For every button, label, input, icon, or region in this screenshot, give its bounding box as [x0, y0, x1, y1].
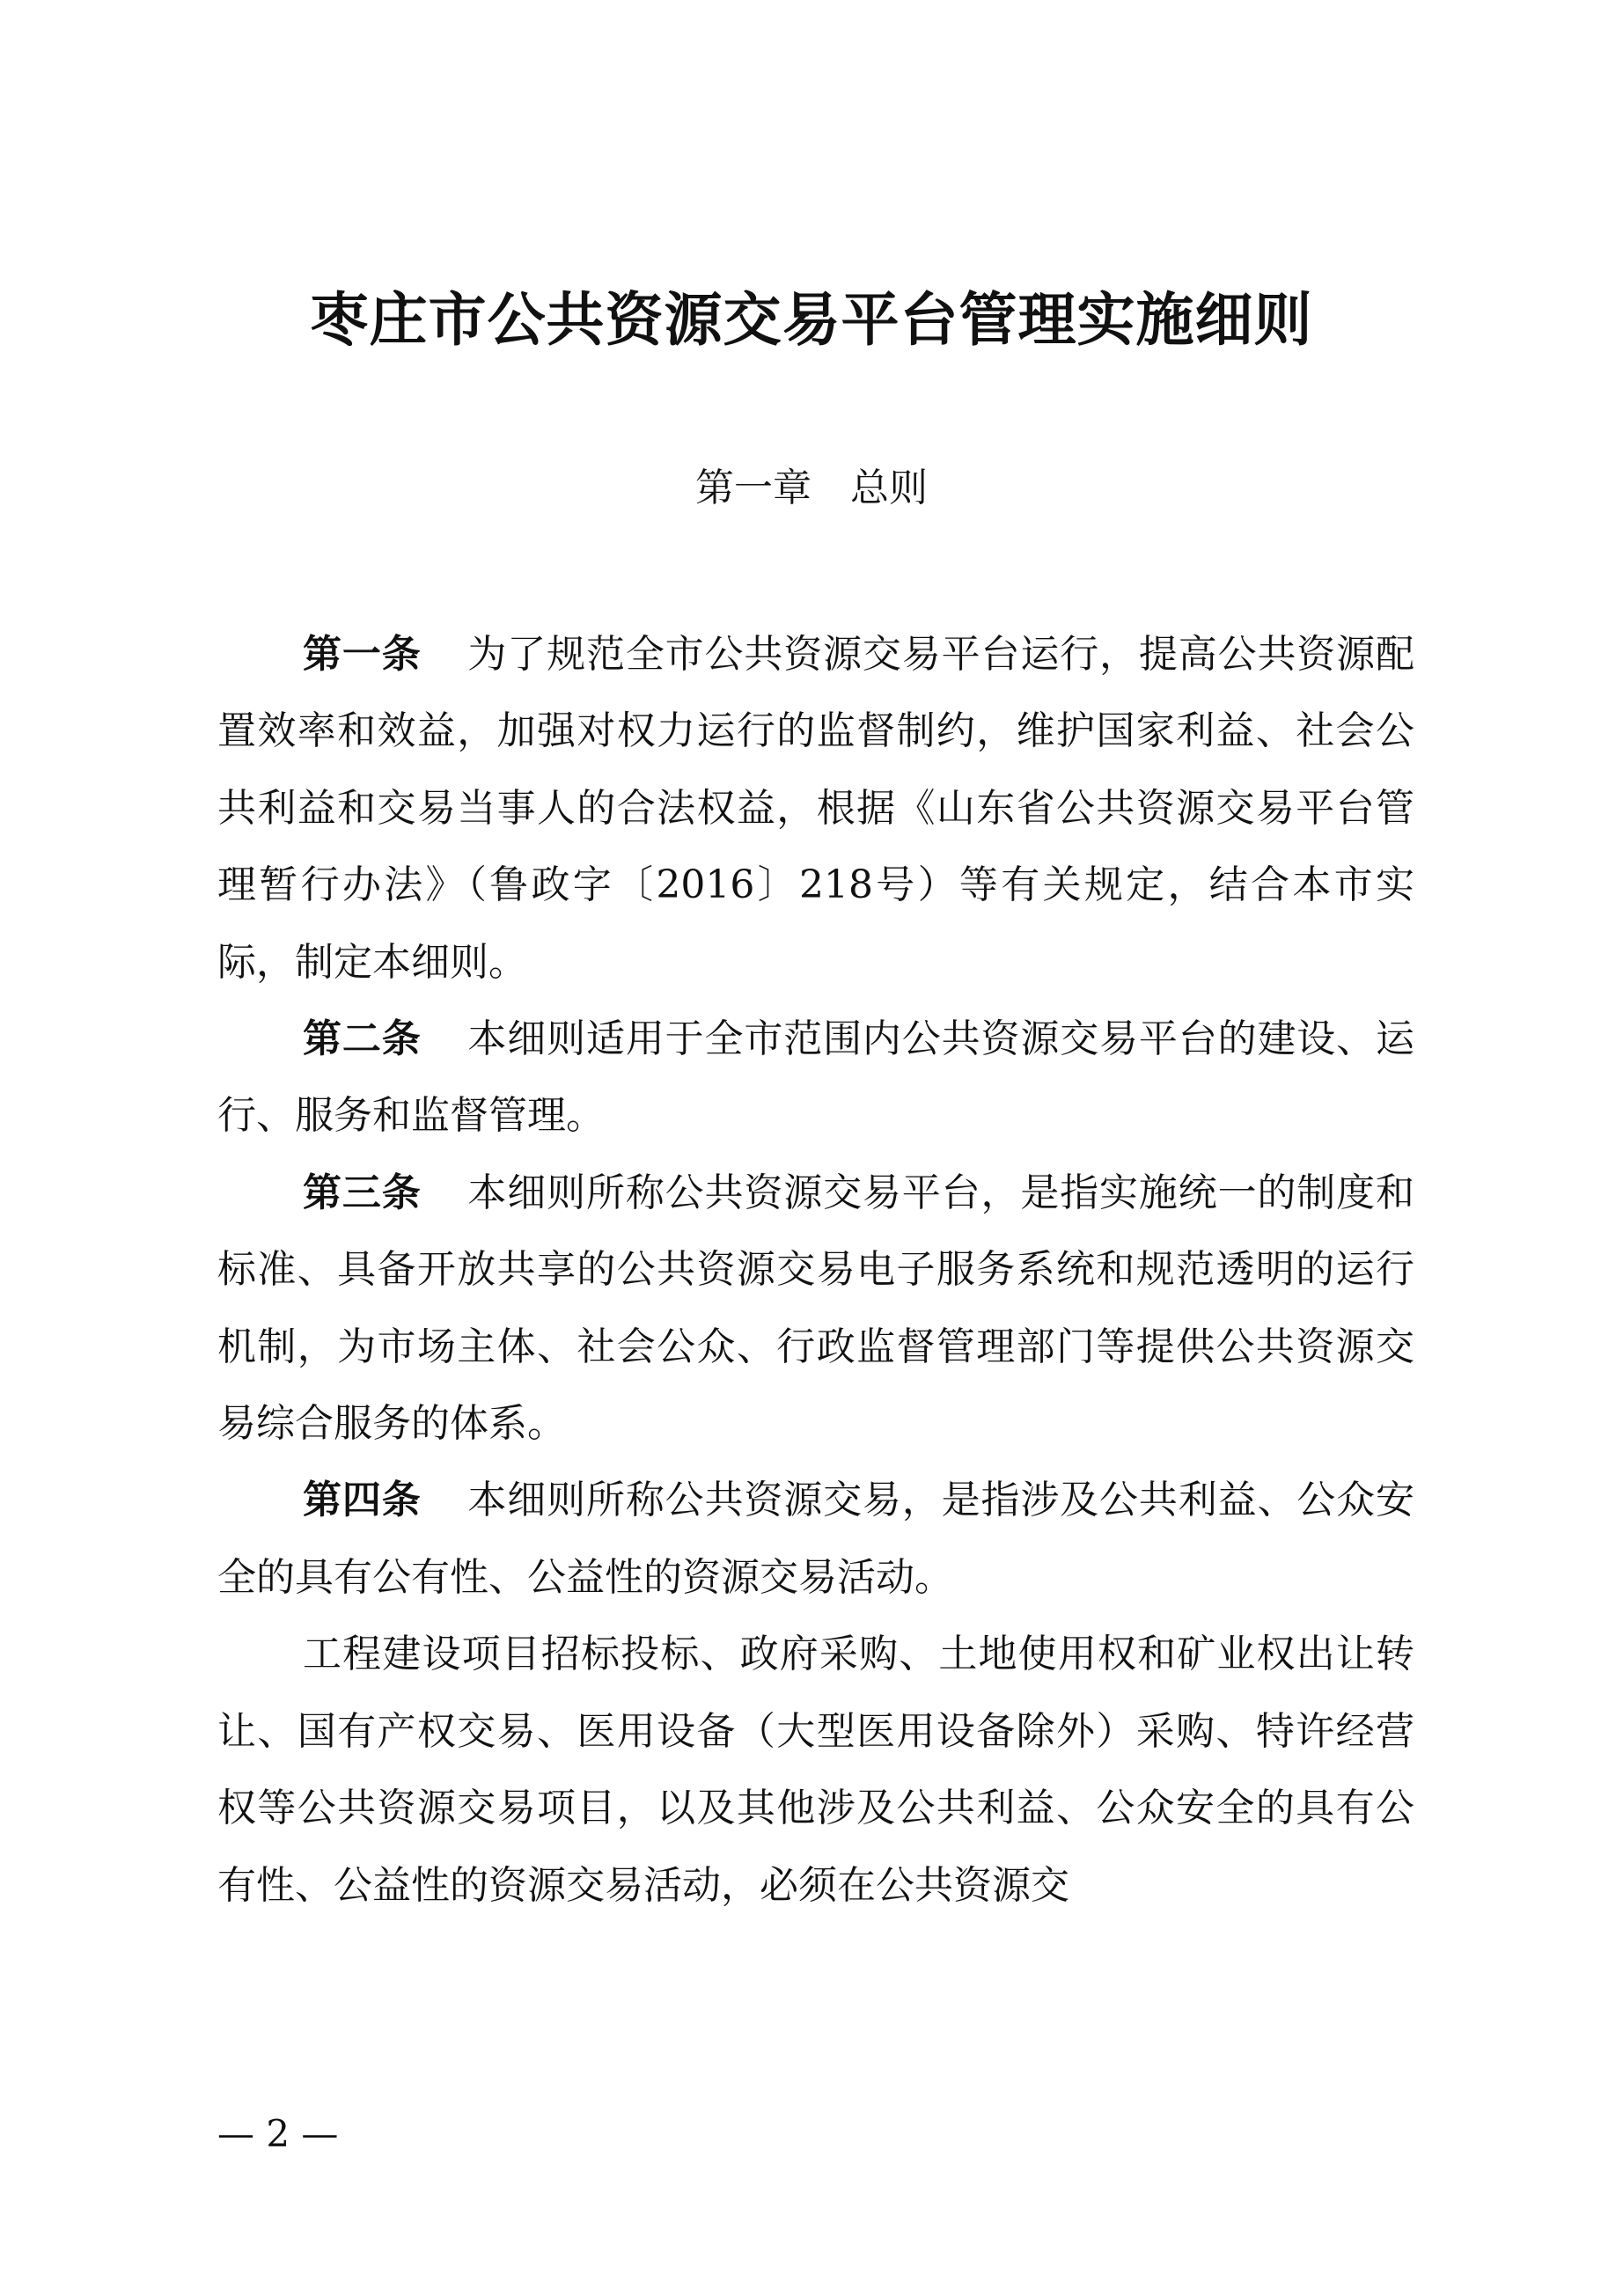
article-2 [217, 1001, 1414, 1155]
paragraph-text: 工程建设项目招标投标、政府采购、土地使用权和矿业权出让转让、国有产权交易、医用设备（大型医用设备除外）采购、特许经营权等公共资源交易项目，以及其他涉及公共利益、公众安全的具有公有性、公益性的资源交易活动，必须在公共资源交 [217, 1632, 1414, 1908]
article-label: 第二条 [303, 1016, 422, 1062]
article-label: 第三条 [303, 1170, 422, 1215]
article-text: 本细则适用于全市范围内公共资源交易平台的建设、运行、服务和监督管理。 [217, 1016, 1415, 1139]
article-4 [217, 1462, 1414, 1616]
article-4-continuation [217, 1616, 1414, 1924]
chapter-heading: 第一章 总则 [695, 466, 928, 510]
page-number: — 2 — [217, 2112, 339, 2155]
article-text: 本细则所称公共资源交易，是指涉及公共利益、公众安全的具有公有性、公益性的资源交易活动。 [217, 1478, 1415, 1600]
article-3 [217, 1155, 1414, 1463]
article-1 [217, 616, 1414, 1001]
document-title: 枣庄市公共资源交易平台管理实施细则 [310, 285, 1313, 354]
article-text: 为了规范全市公共资源交易平台运行，提高公共资源配置效率和效益，加强对权力运行的监督制约，维护国家利益、社会公共利益和交易当事人的合法权益，根据《山东省公共资源交易平台管理暂行办法》（鲁政字〔2016〕218号）等有关规定，结合本市实际，制定本细则。 [217, 632, 1415, 985]
article-label: 第四条 [303, 1478, 422, 1523]
article-text: 本细则所称公共资源交易平台，是指实施统一的制度和标准、具备开放共享的公共资源交易电子服务系统和规范透明的运行机制，为市场主体、社会公众、行政监督管理部门等提供公共资源交易综合服务的体系。 [217, 1170, 1415, 1447]
document-body [217, 616, 1414, 1924]
article-label: 第一条 [303, 632, 422, 677]
